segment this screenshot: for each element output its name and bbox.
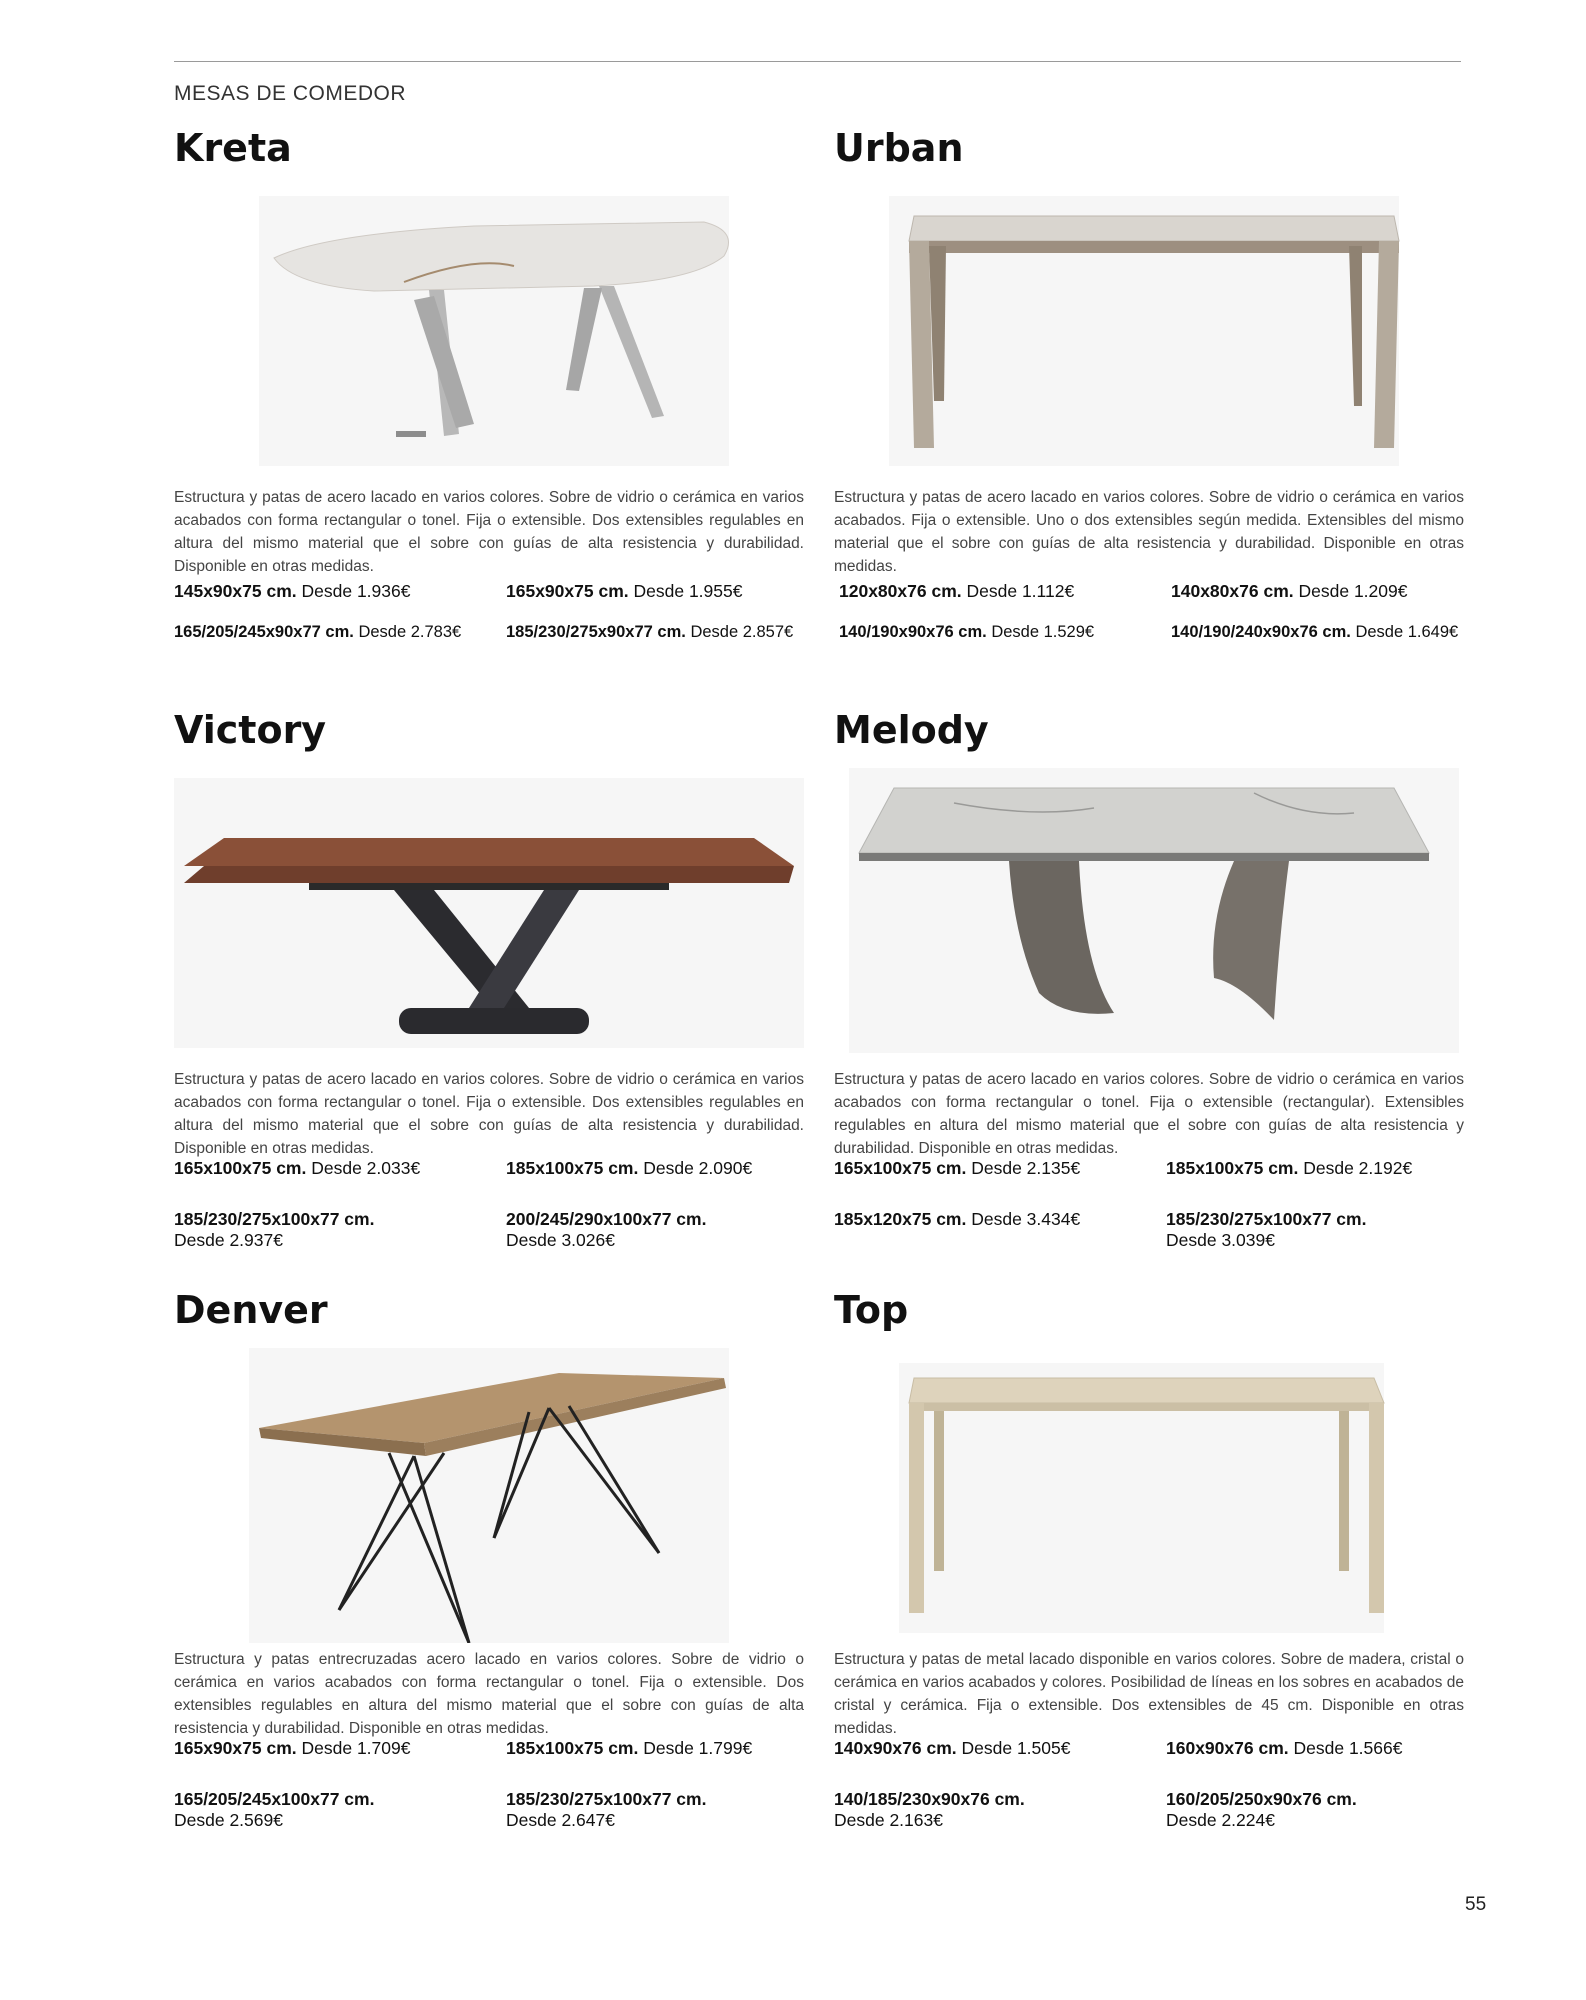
price-size: 160x90x76 cm. (1166, 1738, 1289, 1758)
price-from: Desde 1.799€ (643, 1738, 753, 1758)
price-from: Desde 3.039€ (1166, 1230, 1275, 1250)
price-from: Desde 1.529€ (991, 623, 1095, 641)
product-description: Estructura y patas de acero lacado en varios colores. Sobre de vidrio o cerámica en varios acabados con forma rectangular o tonel. Fija o extensible (rectangular). Extensibles regulables en altura del mismo material que el sobre con guías de alta resistencia y durabilidad. Disponible en otras medidas. (834, 1071, 1464, 1157)
price-item (1171, 581, 1407, 602)
price-size: 185/230/275x90x77 cm. (506, 623, 686, 641)
price-from: Desde 2.647€ (506, 1810, 615, 1830)
price-item (1166, 1738, 1402, 1759)
price-item (839, 623, 1094, 642)
product-name: Urban (834, 126, 964, 170)
price-item (174, 1738, 410, 1759)
price-size: 185x120x75 cm. (834, 1209, 967, 1229)
price-from: Desde 1.209€ (1298, 581, 1408, 601)
product-description: Estructura y patas de acero lacado en varios colores. Sobre de vidrio o cerámica en varios acabados con forma rectangular o tonel. Fija o extensible. Dos extensibles regulables en altura del mismo material que el sobre con guías de alta resistencia y durabilidad. Disponible en otras medidas. (174, 489, 804, 575)
product-urban (834, 126, 1474, 701)
price-item (174, 1158, 420, 1179)
price-from: Desde 1.709€ (301, 1738, 411, 1758)
price-item (834, 1789, 1025, 1831)
price-from: Desde 2.090€ (643, 1158, 753, 1178)
price-from: Desde 2.192€ (1303, 1158, 1413, 1178)
price-size: 185/230/275x100x77 cm. (506, 1789, 707, 1809)
price-from: Desde 2.135€ (971, 1158, 1081, 1178)
price-item (834, 1158, 1080, 1179)
price-item (1166, 1209, 1366, 1251)
price-item (174, 581, 410, 602)
product-name: Kreta (174, 126, 292, 170)
price-size: 185x100x75 cm. (506, 1738, 639, 1758)
product-name: Top (834, 1288, 909, 1332)
price-item (506, 1738, 752, 1759)
product-victory (174, 708, 814, 1283)
price-size: 165x90x75 cm. (506, 581, 629, 601)
price-size: 165x100x75 cm. (834, 1158, 967, 1178)
price-size: 165/205/245x90x77 cm. (174, 623, 354, 641)
price-from: Desde 1.649€ (1355, 623, 1459, 641)
price-size: 200/245/290x100x77 cm. (506, 1209, 707, 1229)
price-item (1166, 1789, 1357, 1831)
price-from: Desde 3.026€ (506, 1230, 615, 1250)
price-from: Desde 1.112€ (966, 581, 1075, 601)
table-victory-image (174, 768, 814, 1063)
price-size: 185/230/275x100x77 cm. (1166, 1209, 1367, 1229)
product-denver (174, 1288, 814, 1863)
price-size: 165x90x75 cm. (174, 1738, 297, 1758)
price-size: 140x90x76 cm. (834, 1738, 957, 1758)
price-item (839, 581, 1074, 602)
price-from: Desde 2.783€ (358, 623, 462, 641)
price-item (834, 1738, 1070, 1759)
price-item (506, 1209, 706, 1251)
price-from: Desde 2.033€ (311, 1158, 421, 1178)
price-from: Desde 1.566€ (1293, 1738, 1403, 1758)
price-item (174, 623, 461, 642)
price-item (174, 1789, 374, 1831)
price-item (506, 623, 793, 642)
product-name: Melody (834, 708, 989, 752)
price-size: 165x100x75 cm. (174, 1158, 307, 1178)
price-from: Desde 3.434€ (971, 1209, 1081, 1229)
price-size: 185/230/275x100x77 cm. (174, 1209, 375, 1229)
table-urban-image (834, 186, 1474, 481)
product-description: Estructura y patas de metal lacado disponible en varios colores. Sobre de madera, cristal o cerámica en varios acabados y colores. Posibilidad de líneas en los sobres en acabados de cristal y cerámica. Fija o extensible. Dos extensibles de 45 cm. Disponible en otras medidas. (834, 1651, 1464, 1737)
price-item (174, 1209, 374, 1251)
price-from: Desde 1.505€ (961, 1738, 1071, 1758)
price-from: Desde 2.224€ (1166, 1810, 1275, 1830)
price-item (1166, 1158, 1412, 1179)
price-from: Desde 2.569€ (174, 1810, 283, 1830)
price-size: 145x90x75 cm. (174, 581, 297, 601)
price-item (834, 1209, 1080, 1230)
header-rule (174, 61, 1461, 62)
price-size: 165/205/245x100x77 cm. (174, 1789, 375, 1809)
price-from: Desde 2.163€ (834, 1810, 943, 1830)
product-description: Estructura y patas de acero lacado en varios colores. Sobre de vidrio o cerámica en varios acabados. Fija o extensible. Uno o dos extensibles según medida. Extensibles del mismo material que el sobre con guías de alta resistencia y durabilidad. Disponible en otras medidas. (834, 489, 1464, 575)
product-name: Denver (174, 1288, 328, 1332)
price-size: 140/190/240x90x76 cm. (1171, 623, 1351, 641)
price-from: Desde 1.955€ (633, 581, 743, 601)
price-size: 140/190x90x76 cm. (839, 623, 987, 641)
section-title: MESAS DE COMEDOR (174, 82, 407, 105)
price-size: 140/185/230x90x76 cm. (834, 1789, 1025, 1809)
page-number: 55 (1465, 1894, 1487, 1915)
product-description: Estructura y patas entrecruzadas acero lacado en varios colores. Sobre de vidrio o cerámica en varios acabados con forma rectangular o tonel. Fija o extensible. Dos extensibles regulables en altura del mismo material que el sobre con guías de alta resistencia y durabilidad. Disponible en otras medidas. (174, 1651, 804, 1737)
price-item (1171, 623, 1458, 642)
price-from: Desde 2.857€ (690, 623, 794, 641)
price-size: 185x100x75 cm. (506, 1158, 639, 1178)
product-kreta (174, 126, 814, 701)
product-top (834, 1288, 1474, 1863)
price-size: 120x80x76 cm. (839, 581, 962, 601)
price-item (506, 1158, 752, 1179)
product-description: Estructura y patas de acero lacado en varios colores. Sobre de vidrio o cerámica en varios acabados con forma rectangular o tonel. Fija o extensible. Dos extensibles regulables en altura del mismo material que el sobre con guías de alta resistencia y durabilidad. Disponible en otras medidas. (174, 1071, 804, 1157)
table-kreta-image (174, 186, 814, 481)
product-name: Victory (174, 708, 327, 752)
price-item (506, 581, 742, 602)
price-from: Desde 2.937€ (174, 1230, 283, 1250)
price-size: 185x100x75 cm. (1166, 1158, 1299, 1178)
table-melody-image (834, 768, 1474, 1063)
table-denver-image (174, 1348, 814, 1643)
price-size: 160/205/250x90x76 cm. (1166, 1789, 1357, 1809)
table-top-image (834, 1348, 1474, 1643)
product-melody (834, 708, 1474, 1283)
price-from: Desde 1.936€ (301, 581, 411, 601)
price-item (506, 1789, 706, 1831)
price-size: 140x80x76 cm. (1171, 581, 1294, 601)
